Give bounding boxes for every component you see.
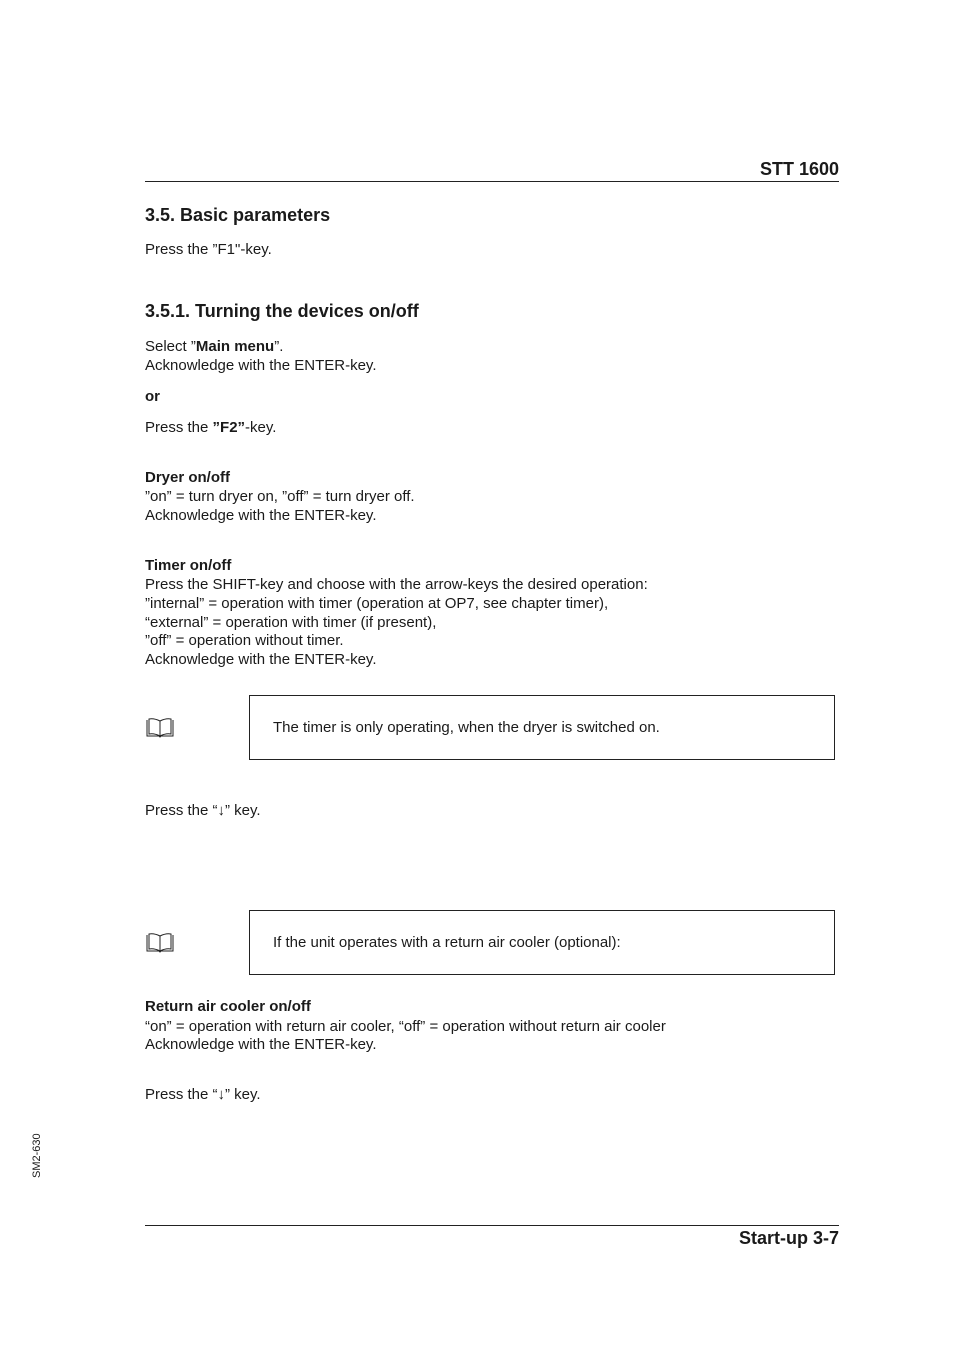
press-down-key-2: Press the “↓” key.	[145, 1086, 261, 1103]
footer-rule	[145, 1225, 839, 1226]
return-air-title: Return air cooler on/off	[145, 998, 311, 1015]
note-timer-text: The timer is only operating, when the dryer is switched on.	[273, 719, 660, 736]
press-f1-text: Press the ”F1"-key.	[145, 241, 272, 258]
press-down-key-1: Press the “↓” key.	[145, 802, 261, 819]
section-title: 3.5. Basic parameters	[145, 205, 331, 225]
note-box-return-air	[249, 910, 835, 975]
header-rule	[145, 181, 839, 182]
acknowledge-text: Acknowledge with the ENTER-key.	[145, 357, 377, 374]
dryer-line-2: Acknowledge with the ENTER-key.	[145, 507, 377, 524]
select-post: ”.	[274, 338, 284, 355]
note-return-air-text: If the unit operates with a return air cooler (optional):	[273, 934, 621, 951]
return-air-line-2: Acknowledge with the ENTER-key.	[145, 1036, 377, 1053]
press-pre: Press the	[145, 419, 213, 436]
or-text: or	[145, 388, 160, 405]
book-icon	[146, 933, 174, 953]
select-main-menu-text	[145, 337, 283, 356]
dryer-line-1: ”on” = turn dryer on, ”off” = turn dryer off.	[145, 488, 415, 505]
main-menu-label: Main menu	[195, 338, 275, 355]
select-pre: Select ”	[145, 338, 196, 355]
book-icon	[146, 718, 174, 738]
side-code: SM2-630	[31, 1133, 43, 1178]
timer-line-4: ”off” = operation without timer.	[145, 632, 344, 649]
footer-text: Start-up 3-7	[738, 1228, 839, 1248]
subsection-title: 3.5.1. Turning the devices on/off	[145, 301, 419, 321]
header-title: STT 1600	[759, 159, 839, 179]
timer-line-2: ”internal” = operation with timer (operation at OP7, see chapter timer),	[145, 595, 609, 612]
press-f2-text	[145, 418, 276, 437]
timer-line-3: “external” = operation with timer (if present),	[145, 614, 437, 631]
timer-line-1: Press the SHIFT-key and choose with the arrow-keys the desired operation:	[145, 576, 648, 593]
dryer-title: Dryer on/off	[145, 469, 231, 486]
press-post: -key.	[245, 419, 277, 436]
note-box-timer	[249, 695, 835, 760]
timer-line-5: Acknowledge with the ENTER-key.	[145, 651, 377, 668]
timer-title: Timer on/off	[145, 557, 232, 574]
f2-key-label: ”F2”	[212, 419, 246, 436]
return-air-line-1: “on” = operation with return air cooler, “off” = operation without return air cooler	[145, 1018, 666, 1035]
